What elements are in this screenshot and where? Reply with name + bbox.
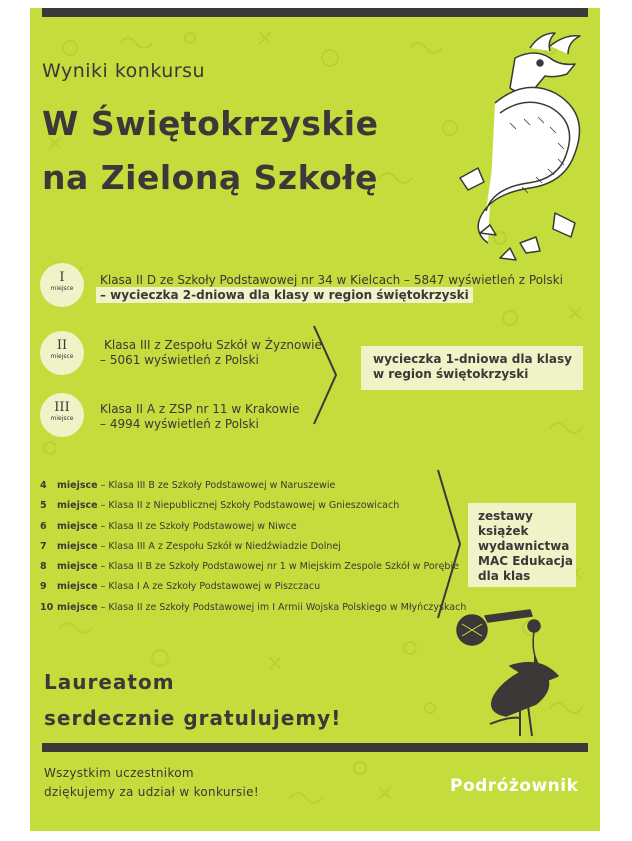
dragon-illustration [440, 28, 600, 268]
bottom-bar [42, 743, 588, 752]
prize-4-10-line3: MAC Edukacja [478, 554, 573, 568]
prize-4-10-line2: wydawnictwa [478, 539, 570, 553]
closing-line1: Laureatom [44, 670, 175, 694]
prize-2-3-line1: wycieczka 1-dniowa dla klasy [373, 352, 572, 366]
brand-logo: Podróżownik [450, 776, 579, 796]
thanks-line2: dziękujemy za udział w konkursie! [44, 785, 259, 799]
place-3-line1: Klasa II A z ZSP nr 11 w Krakowie [100, 402, 300, 416]
place-1-text: Klasa II D ze Szkoły Podstawowej nr 34 w Kielcach – 5847 wyświetleń z Polski [100, 273, 563, 287]
rank-number: II [56, 338, 68, 353]
rank-label: miejsce [50, 353, 74, 360]
prize-4-10-line1: zestawy książek [478, 509, 534, 538]
rank-word: miejsce [57, 500, 98, 512]
rank-label: miejsce [50, 415, 74, 422]
prize-2-3-line2: w region świętokrzyski [373, 367, 529, 381]
rank-num: 4 [40, 480, 47, 491]
prize-4-10-line4: dla klas [478, 569, 531, 583]
ranking-list [40, 476, 466, 618]
rank-num: 7 [40, 540, 47, 552]
rank-text: – Klasa II B ze Szkoły Podstawowej nr 1 w Miejskim Zespole Szkół w Porębie [97, 561, 459, 573]
list-item [40, 476, 466, 496]
rank-num: 5 [40, 500, 47, 512]
place-2-line1: Klasa III z Zespołu Szkół w Żyznowie [104, 338, 322, 352]
rank-word: miejsce [57, 601, 98, 613]
rank-word: miejsce [57, 561, 98, 573]
list-item [40, 577, 466, 597]
rank-word: miejsce [57, 581, 98, 593]
rank-word: miejsce [57, 520, 98, 532]
stork-bundle-illustration [450, 606, 570, 741]
rank-label: miejsce [50, 285, 74, 292]
rank-text: – Klasa I A ze Szkoły Podstawowej w Piszczacu [97, 581, 321, 593]
list-item [40, 496, 466, 516]
rank-badge-3 [40, 393, 84, 437]
top-bar [42, 8, 588, 17]
rank-word: miejsce [57, 540, 98, 552]
place-1-prize-highlight: – wycieczka 2-dniowa dla klasy w region świętokrzyski [96, 287, 473, 303]
place-1-prize [96, 288, 473, 303]
rank-num: 6 [40, 520, 47, 532]
rank-text: – Klasa II ze Szkoły Podstawowej w Niwce [97, 520, 297, 532]
prize-2-3-box [361, 346, 583, 390]
poster [30, 8, 600, 831]
list-item [40, 537, 466, 557]
rank-badge-1 [40, 263, 84, 307]
header-subtitle: Wyniki konkursu [42, 60, 206, 82]
place-3-line2: – 4994 wyświetleń z Polski [100, 417, 259, 431]
rank-badge-2 [40, 331, 84, 375]
place-2-line2: – 5061 wyświetleń z Polski [100, 353, 259, 367]
chevron-right-icon [436, 468, 462, 620]
rank-text: – Klasa III B ze Szkoły Podstawowej w Naruszewie [97, 480, 336, 491]
header-title-line1: W Świętokrzyskie [42, 104, 379, 143]
rank-num: 10 [40, 601, 54, 613]
list-item [40, 598, 466, 618]
thanks-line1: Wszystkim uczestnikom [44, 766, 194, 780]
prize-4-10-box [468, 503, 576, 587]
closing-line2: serdecznie gratulujemy! [44, 706, 342, 730]
header-title-line2: na Zieloną Szkołę [42, 158, 378, 197]
rank-number: I [59, 270, 65, 285]
rank-word: miejsce [57, 480, 98, 491]
rank-text: – Klasa II z Niepublicznej Szkoły Podstawowej w Gnieszowicach [97, 500, 400, 512]
rank-text: – Klasa III A z Zespołu Szkół w Niedźwiadzie Dolnej [97, 540, 341, 552]
rank-text: – Klasa II ze Szkoły Podstawowej im I Armii Wojska Polskiego w Młyńczyskach [97, 601, 467, 613]
list-item [40, 517, 466, 537]
chevron-right-icon [312, 324, 338, 426]
list-item [40, 557, 466, 577]
rank-number: III [54, 400, 70, 415]
rank-num: 9 [40, 581, 47, 593]
rank-num: 8 [40, 561, 47, 573]
